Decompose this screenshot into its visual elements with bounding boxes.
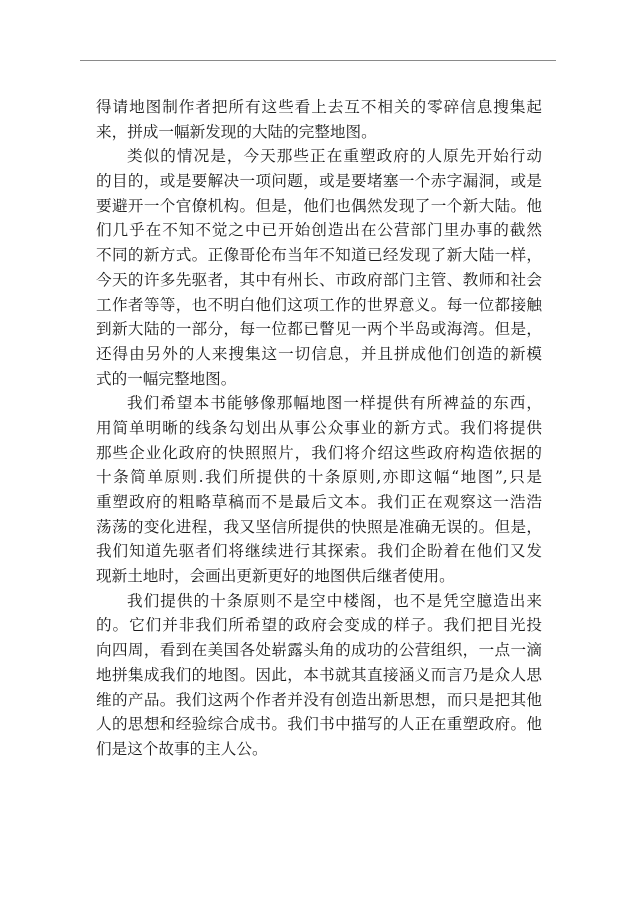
- text-line: 到新大陆的一部分，每一位都已瞥见一两个半岛或海湾。但是，: [96, 320, 542, 339]
- text-line: 我们希望本书能够像那幅地图一样提供有所裨益的东西，: [127, 394, 542, 413]
- text-line: 用简单明晰的线条勾划出从事公众事业的新方式。我们将提供: [96, 418, 542, 437]
- text-line: 向四周，看到在美国各处崭露头角的成功的公营组织，一点一滴: [96, 641, 542, 660]
- text-line: 重塑政府的粗略草稿而不是最后文本。我们正在观察这一浩浩: [96, 493, 542, 511]
- text-line: 式的一幅完整地图。: [96, 369, 237, 388]
- text-line: 今天的许多先驱者，其中有州长、市政府部门主管、教师和社会: [96, 270, 542, 289]
- text-line: 地拼集成我们的地图。因此，本书就其直接涵义而言乃是众人思: [96, 665, 542, 684]
- text-line: 们几乎在不知不觉之中已开始创造出在公营部门里办事的截然: [96, 221, 542, 240]
- document-body: [96, 95, 542, 762]
- text-line: 要避开一个官僚机构。但是，他们也偶然发现了一个新大陆。他: [96, 196, 542, 215]
- text-line: 的。它们并非我们所希望的政府会变成的样子。我们把目光投: [96, 616, 542, 635]
- text-line: 类似的情况是，今天那些正在重塑政府的人原先开始行动: [127, 147, 542, 166]
- text-line: 工作者等等，也不明白他们这项工作的世界意义。每一位都接触: [96, 295, 542, 314]
- text-line: 我们知道先驱者们将继续进行其探索。我们企盼着在他们又发: [96, 542, 542, 561]
- text-line: 我们提供的十条原则不是空中楼阁，也不是凭空臆造出来: [127, 591, 542, 610]
- text-line: 得请地图制作者把所有这些看上去互不相关的零碎信息搜集起: [96, 98, 542, 116]
- text-line: 维的产品。我们这两个作者并没有创造出新思想，而只是把其他: [96, 690, 542, 709]
- text-line: 现新土地时，会画出更新更好的地图供后继者使用。: [96, 567, 455, 586]
- text-line: 的目的，或是要解决一项问题，或是要堵塞一个赤字漏洞，或是: [96, 172, 542, 191]
- text-line: 十条简单原则.我们所提供的十条原则,亦即这幅“地图”,只是: [96, 468, 542, 487]
- text-line: 不同的新方式。正像哥伦布当年不知道已经发现了新大陆一样，: [96, 246, 542, 265]
- text-line: 们是这个故事的主人公。: [96, 739, 268, 758]
- text-line: 荡荡的变化进程，我又坚信所提供的快照是准确无误的。但是，: [96, 517, 542, 536]
- text-line: 人的思想和经验综合成书。我们书中描写的人正在重塑政府。他: [96, 715, 542, 734]
- text-line: 那些企业化政府的快照照片，我们将介绍这些政府构造依据的: [96, 443, 542, 462]
- header-rule: [80, 60, 556, 61]
- text-line: 还得由另外的人来搜集这一切信息，并且拼成他们创造的新模: [96, 344, 542, 363]
- text-line: 来，拼成一幅新发现的大陆的完整地图。: [96, 122, 377, 141]
